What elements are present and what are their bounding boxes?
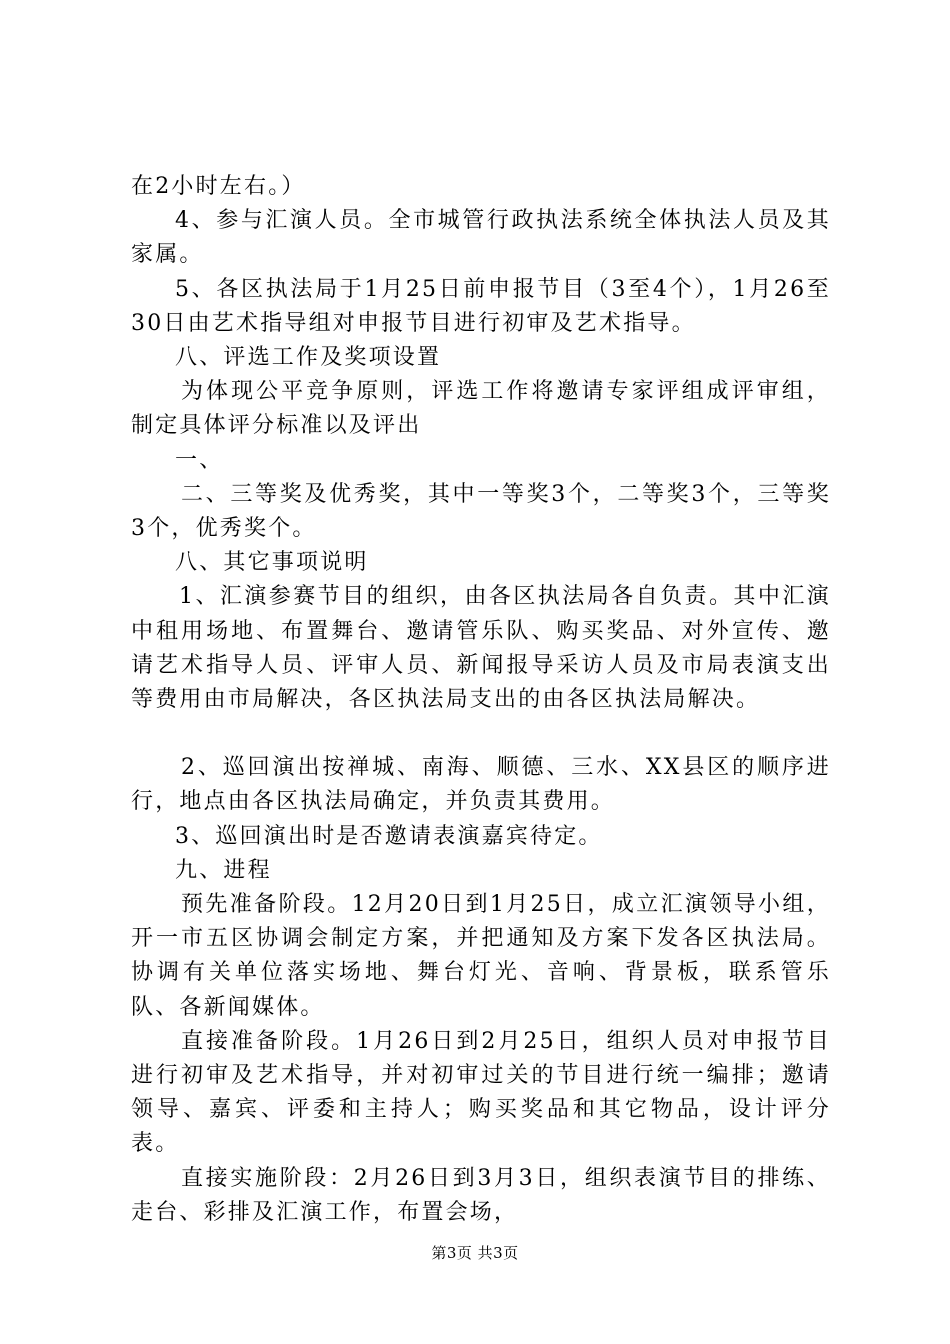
paragraph: 为体现公平竞争原则，评选工作将邀请专家评组成评审组，制定具体评分标准以及评出 [131, 379, 831, 439]
paragraph: 预先准备阶段。12月20日到1月25日，成立汇演领导小组，开一市五区协调会制定方案，并把通知及方案下发各区执法局。协调有关单位落实场地、舞台灯光、音响、背景板，联系管乐队、各新闻媒体。 [131, 892, 831, 1020]
document-body [131, 170, 831, 1230]
paragraph: 1、汇演参赛节目的组织，由各区执法局各自负责。其中汇演中租用场地、布置舞台、邀请管乐队、购买奖品、对外宣传、邀请艺术指导人员、评审人员、新闻报导采访人员及市局表演支出等费用由市局解决，各区执法局支出的由各区执法局解决。 [131, 584, 831, 713]
paragraph: 5、各区执法局于1月25日前申报节目（3至4个），1月26至30日由艺术指导组对申报节目进行初审及艺术指导。 [131, 276, 831, 336]
page-number-footer: 第3页 共3页 [431, 1244, 519, 1262]
section-heading: 八、评选工作及奖项设置 [175, 345, 442, 371]
paragraph: 一、 [175, 447, 224, 473]
paragraph: 4、参与汇演人员。全市城管行政执法系统全体执法人员及其家属。 [131, 208, 831, 268]
paragraph: 在2小时左右。） [131, 174, 306, 199]
paragraph: 3、巡回演出时是否邀请表演嘉宾待定。 [175, 823, 603, 849]
paragraph: 2、巡回演出按禅城、南海、顺德、三水、XX县区的顺序进行，地点由各区执法局确定，并负责其费用。 [131, 755, 831, 815]
section-heading: 九、进程 [175, 857, 272, 883]
paragraph: 直接准备阶段。1月26日到2月25日，组织人员对申报节目进行初审及艺术指导，并对初审过关的节目进行统一编排；邀请领导、嘉宾、评委和主持人；购买奖品和其它物品，设计评分表。 [131, 1028, 831, 1157]
section-heading: 八、其它事项说明 [175, 550, 369, 576]
paragraph: 二、三等奖及优秀奖，其中一等奖3个，二等奖3个，三等奖3个，优秀奖个。 [131, 481, 831, 542]
paragraph: 直接实施阶段：2月26日到3月3日，组织表演节目的排练、走台、彩排及汇演工作，布置会场， [131, 1165, 831, 1225]
